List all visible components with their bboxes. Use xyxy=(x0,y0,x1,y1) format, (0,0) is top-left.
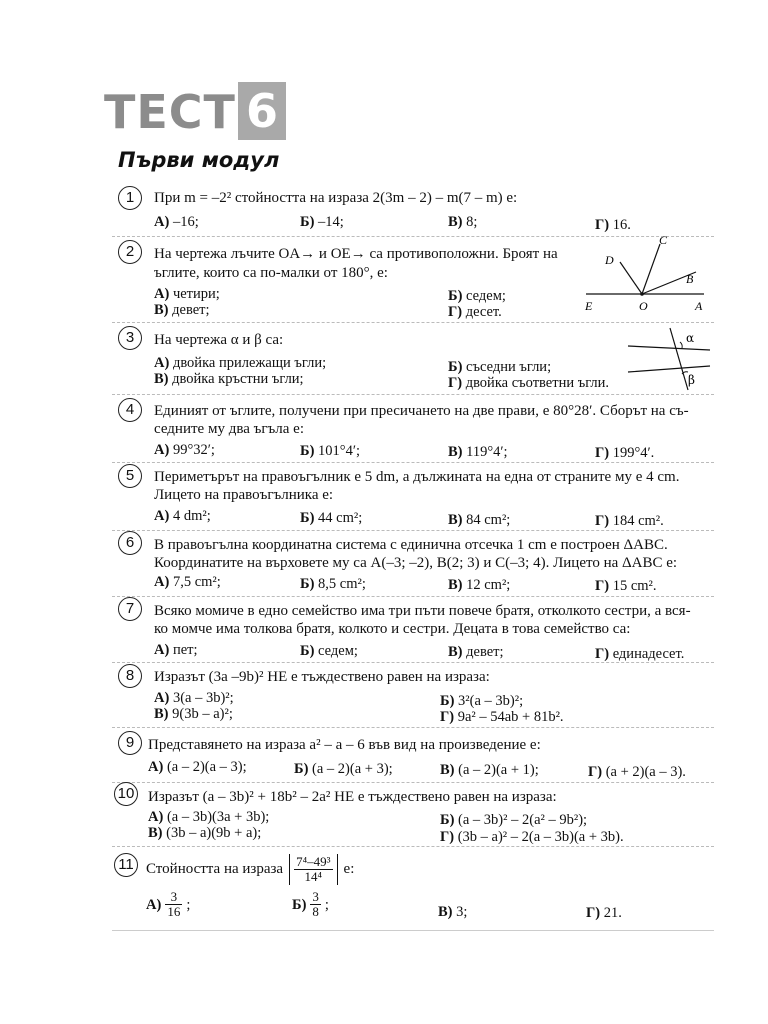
question-11-text-before: Стойността на израза xyxy=(146,860,284,877)
q6-option-g[interactable]: Г) 15 cm². xyxy=(595,578,657,594)
label-a: A xyxy=(695,299,703,313)
angles-figure xyxy=(624,322,714,392)
label-beta: β xyxy=(688,373,695,387)
label-c: C xyxy=(659,233,668,247)
label-e: E xyxy=(585,299,593,313)
q4-option-b[interactable]: Б) 101°4′; xyxy=(300,443,361,459)
q9-option-v[interactable]: В) (a – 2)(a + 1); xyxy=(440,762,539,778)
question-number-6: 6 xyxy=(118,531,142,555)
question-3-text: На чертежа α и β са: xyxy=(154,332,284,348)
q3-option-v[interactable]: В) двойка кръстни ъгли; xyxy=(154,371,304,387)
test-title: ТЕСТ xyxy=(104,85,236,139)
question-number-3: 3 xyxy=(118,326,142,350)
q3-option-b[interactable]: Б) съседни ъгли; xyxy=(448,359,552,375)
module-heading: Първи модул xyxy=(118,148,280,172)
test-number-badge: 6 xyxy=(238,82,286,140)
question-8-text: Изразът (3a –9b)² НЕ е тъждествено равен на израза: xyxy=(154,669,490,685)
q2-option-a[interactable]: А) четири; xyxy=(154,286,220,302)
q7-option-g[interactable]: Г) единадесет. xyxy=(595,646,685,662)
q5-option-a[interactable]: А) 4 dm²; xyxy=(154,508,211,524)
q3-option-a[interactable]: А) двойка прилежащи ъгли; xyxy=(154,355,327,371)
question-7-text-line2: ко момче има толкова братя, колкото и сестри. Децата в това семейство са: xyxy=(154,621,631,637)
label-o: O xyxy=(639,299,648,313)
q6-option-v[interactable]: В) 12 cm²; xyxy=(448,577,511,593)
ray-od xyxy=(620,262,642,294)
q6-option-a[interactable]: А) 7,5 cm²; xyxy=(154,574,221,590)
q4-option-g[interactable]: Г) 199°4′. xyxy=(595,445,655,461)
question-number-8: 8 xyxy=(118,664,142,688)
line-bottom xyxy=(628,366,710,372)
q9-option-g[interactable]: Г) (a + 2)(a – 3). xyxy=(588,764,686,780)
question-number-7: 7 xyxy=(118,597,142,621)
q10-option-a[interactable]: А) (a – 3b)(3a + 3b); xyxy=(148,809,270,825)
q11-option-v[interactable]: В) 3; xyxy=(438,904,468,920)
question-1-text: При m = –2² стойността на израза 2(3m – 2) – m(7 – m) е: xyxy=(154,190,518,206)
q7-option-a[interactable]: А) пет; xyxy=(154,642,198,658)
question-number-10: 10 xyxy=(114,782,138,806)
q3-option-g[interactable]: Г) двойка съответни ъгли. xyxy=(448,375,610,391)
bottom-rule xyxy=(112,930,714,931)
label-alpha: α xyxy=(686,331,695,345)
q5-option-g[interactable]: Г) 184 cm². xyxy=(595,513,664,529)
question-2-text-line1: На чертежа лъчите OA→ и OE→ са противоположни. Броят на xyxy=(154,246,558,262)
question-number-5: 5 xyxy=(118,464,142,488)
question-number-1: 1 xyxy=(118,186,142,210)
question-5-text-line2: Лицето на правоъгълника е: xyxy=(154,487,334,503)
q1-option-a[interactable]: А) –16; xyxy=(154,214,199,230)
separator xyxy=(112,462,714,463)
question-5-text-line1: Периметърът на правоъгълник е 5 dm, а дължината на една от страните му е 4 cm. xyxy=(154,469,680,485)
q2-option-g[interactable]: Г) десет. xyxy=(448,304,502,320)
q10-option-b[interactable]: Б) (a – 3b)² – 2(a² – 9b²); xyxy=(440,812,588,828)
question-2-text-line2: ъглите, които са по-малки от 180°, е: xyxy=(154,265,388,281)
q10-option-g[interactable]: Г) (3b – a)² – 2(a – 3b)(a + 3b). xyxy=(440,829,624,845)
question-9-text: Представянето на израза a² – a – 6 във вид на произведение е: xyxy=(148,737,541,753)
absolute-value-expression xyxy=(289,854,337,885)
q8-option-g[interactable]: Г) 9a² – 54ab + 81b². xyxy=(440,709,564,725)
q5-option-b[interactable]: Б) 44 cm²; xyxy=(300,510,363,526)
separator xyxy=(112,530,714,531)
q8-option-a[interactable]: А) 3(a – 3b)²; xyxy=(154,690,234,706)
q2-option-v[interactable]: В) девет; xyxy=(154,302,210,318)
rays-figure xyxy=(578,232,714,318)
q1-option-b[interactable]: Б) –14; xyxy=(300,214,344,230)
question-4-text-line1: Единият от ъглите, получени при пресичането на две прави, е 80°28′. Сборът на съ- xyxy=(154,403,689,419)
question-number-11: 11 xyxy=(114,853,138,877)
ray-oc xyxy=(642,244,660,294)
question-number-4: 4 xyxy=(118,398,142,422)
question-4-text-line2: седните му два ъгъла е: xyxy=(154,421,304,437)
label-b: B xyxy=(686,272,694,286)
angle-alpha-arc xyxy=(680,342,682,348)
question-11-fraction xyxy=(294,855,332,884)
q7-option-v[interactable]: В) девет; xyxy=(448,644,504,660)
fraction-denominator: 14⁴ xyxy=(304,868,323,884)
q1-option-v[interactable]: В) 8; xyxy=(448,214,478,230)
separator xyxy=(112,662,714,663)
separator xyxy=(112,782,714,783)
separator xyxy=(112,394,714,395)
separator xyxy=(112,596,714,597)
q11-option-b[interactable]: Б) $\frac{3}{8}$ ; xyxy=(292,889,329,919)
line-top xyxy=(628,346,710,350)
q8-option-v[interactable]: В) 9(3b – a)²; xyxy=(154,706,233,722)
question-11-text xyxy=(146,852,354,886)
question-7-text-line1: Всяко момиче в едно семейство има три пъти повече братя, отколкото сестри, а вся- xyxy=(154,603,691,619)
q8-option-b[interactable]: Б) 3²(a – 3b)²; xyxy=(440,693,524,709)
point-o xyxy=(640,292,644,296)
separator xyxy=(112,846,714,847)
label-d: D xyxy=(605,253,614,267)
q11-option-a-fraction: $\frac{3}{16}$ xyxy=(167,889,181,919)
separator xyxy=(112,727,714,728)
q9-option-a[interactable]: А) (a – 2)(a – 3); xyxy=(148,759,247,775)
question-10-text: Изразът (a – 3b)² + 18b² – 2a² НЕ е тъждествено равен на израза: xyxy=(148,789,557,805)
q5-option-v[interactable]: В) 84 cm²; xyxy=(448,512,511,528)
q7-option-b[interactable]: Б) седем; xyxy=(300,643,358,659)
q10-option-v[interactable]: В) (3b – a)(9b + a); xyxy=(148,825,262,841)
q11-option-a[interactable]: А) $\frac{3}{16}$ ; xyxy=(146,889,191,919)
fraction-numerator: 7⁴–49³ xyxy=(296,853,331,869)
question-6-text-line1: В правоъгълна координатна система с единична отсечка 1 cm е построен ΔABC. xyxy=(154,537,668,553)
q11-option-g[interactable]: Г) 21. xyxy=(586,905,622,921)
question-11-text-after: е: xyxy=(343,860,355,877)
q11-option-b-fraction: $\frac{3}{8}$ xyxy=(312,889,319,919)
q4-option-a[interactable]: А) 99°32′; xyxy=(154,442,215,458)
q9-option-b[interactable]: Б) (a – 2)(a + 3); xyxy=(294,761,393,777)
q4-option-v[interactable]: В) 119°4′; xyxy=(448,444,508,460)
q1-option-g[interactable]: Г) 16. xyxy=(595,217,631,233)
question-number-2: 2 xyxy=(118,240,142,264)
question-number-9: 9 xyxy=(118,731,142,755)
q6-option-b[interactable]: Б) 8,5 cm²; xyxy=(300,576,366,592)
question-6-text-line2: Координатите на върховете му са A(–3; –2), B(2; 3) и C(–3; 4). Лицето на ΔABC е: xyxy=(154,555,678,571)
q2-option-b[interactable]: Б) седем; xyxy=(448,288,506,304)
